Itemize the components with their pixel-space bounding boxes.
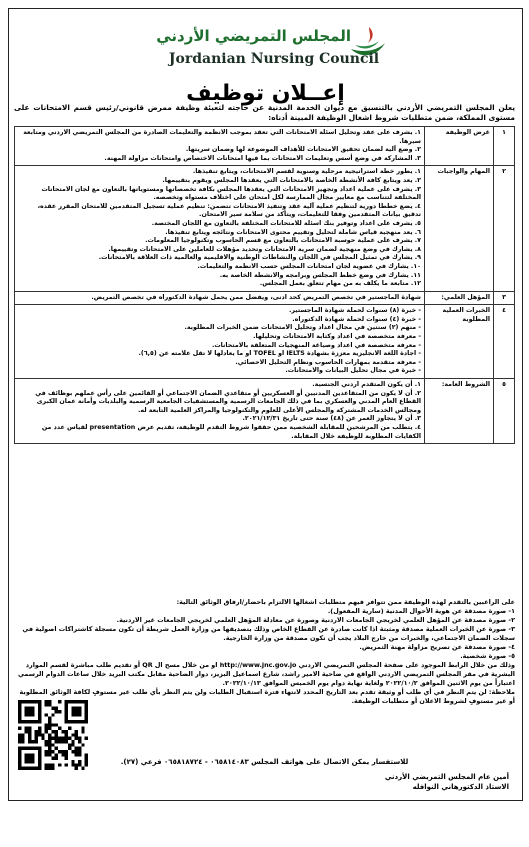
table-row bbox=[15, 127, 515, 166]
requirement-line: - خبرة في مجال تحليل البيانات والامتحانات. bbox=[285, 367, 421, 375]
requirement-line: - منهم (٢) سنتين في مجال اعداد وتحليل الامتحانات ضمن الخبرات المطلوبة. bbox=[184, 324, 421, 332]
requirement-line: ٦. يعد منهجية قياس شاملة لتحليل وتقييم محتوى الامتحانات ونتائجه ويتابع تنفيذها. bbox=[165, 228, 421, 236]
instruction-line: وذلك من خلال الرابط الموجود على صفحة المجلس التمريضي الاردني http://www.jnc.gov.jo او من خلال مسح ال QR أو تقديم طلب مباشرة لقسم الموارد البشرية في مقر المجلس التمريضي الاردني الواقع في ضاحية الامير راشد، شارع اسماعيل البزيز، دوار الضاحية مقابل مكتب البريد خلال ساعات الدوام الرسمي اعتباراً من يوم الاثنين الموافق ٢٠٢٢/١٠/٢ ولغاية نهاية دوام يوم الخميس الموافق ٢٠٢٢/١٠/١٣. bbox=[17, 661, 515, 687]
requirement-line: ٤. يضع خططا دورية لتنظيم عملية آلية عقد وتنفيذ الامتحانات تتضمن: تنظيم عملية تسجيل المتقدمين للامتحان المقرر عقده، تدقيق بيانات المتقدمين وفقا للتعليمات، ويتأكد من سلامة سير الامتحان. bbox=[37, 202, 421, 219]
instruction-line: ١- صورة مصدقة عن هوية الأحوال المدنية (سارية المفعول). bbox=[327, 607, 515, 615]
requirement-line: ٢. أن لا يكون من المتقاعدين المدنيين أو العسكريين أو متقاعدي الضمان الاجتماعي أو القائمين على رأس عملهم بوظائف في القطاع العام المدني والعسكري بما في ذلك الجامعات الرسمية والمستشفيات الجامعية الرسمية والبلديات وأمانة عمان الكبرى ومجالس الخدمات المشتركة والمجلس الأعلى للعلوم والتكنولوجيا والمراكز العلمية التابعة له. bbox=[35, 389, 421, 414]
row-number: ٥ bbox=[494, 379, 515, 444]
requirement-line: - معرفة متخصصة في اعداد وكتابة الامتحانات وتحليلها. bbox=[253, 333, 421, 341]
row-label: الخبرات العملية المطلوبة bbox=[425, 305, 494, 379]
instruction-line: ملاحظة: لن يتم النظر في أي طلب أو وثيقة تقدم بعد التاريخ المحدد لانتهاء فترة استقبال الطلبات ولن يتم النظر بأي طلب غير مستوفٍ لكافة الوثائق المطلوبة أو غير مستوفٍ لشروط الاعلان أو متطلبات الوظيفة. bbox=[19, 688, 515, 705]
page-title: إعــلان توظيف bbox=[186, 81, 345, 106]
requirement-line: ٣. المشاركة في وضع أسس وتعليمات الامتحانات بما فيها امتحانات الاختصاص وامتحانات مزاولة المهنة. bbox=[104, 154, 421, 162]
requirement-line: ٣. أن لا يتجاوز العمر عن (٤٨) سنة حتى تاريخ ٢٠٢١/١٢/٣١. bbox=[242, 415, 421, 423]
requirement-line: ٢. يعد ويتابع كافة الأنشطة الخاصة بالامتحانات التي يعقدها المجلس ويقوم بتقييمها. bbox=[162, 176, 421, 184]
signature-title: أمين عام المجلس التمريضي الأردني bbox=[384, 773, 509, 781]
row-content bbox=[15, 379, 425, 444]
row-label: غرض الوظيفة bbox=[425, 127, 494, 166]
instruction-line: ٤- صورة مصدقة عن تصريح مزاولة مهنة التمريض. bbox=[359, 643, 515, 651]
requirement-line: ١. يشرف على عقد وتحليل اسئلة الامتحانات التي تعقد بموجب الانظمة والتعليمات الصادرة من المجلس التمريضي الاردني ومتابعة سيرها. bbox=[23, 129, 421, 145]
row-content bbox=[15, 166, 425, 291]
requirement-line: ١١. يشارك في وضع خطط المجلس وبرامجه والانشطة الخاصة به. bbox=[219, 271, 421, 279]
application-instructions bbox=[14, 598, 515, 706]
requirement-line: شهادة الماجستير في تخصص التمريض كحد ادنى، ويفضل ممن يحمل شهادة الدكتوراه في تخصص التمريض. bbox=[91, 293, 421, 301]
row-content bbox=[15, 305, 425, 379]
requirement-line: ٤. يتطلب من المرشحين للمقابلة الشخصية ممن حققوا شروط التقدم للوظيفة، تقديم عرض presentation لقياس عدد من الكفايات المطلوبة للوظيفة خلال المقابلة. bbox=[41, 424, 421, 440]
row-label: المؤهل العلمي: bbox=[425, 291, 494, 305]
requirement-line: - خبرة (٤) سنوات لحملة شهادة الدكتوراه. bbox=[292, 315, 421, 323]
requirement-line: - خبرة (٨) سنوات لحملة شهادة الماجستير. bbox=[289, 307, 421, 315]
table-row bbox=[15, 291, 515, 305]
row-number: ٣ bbox=[494, 291, 515, 305]
row-label: المهام والواجبات bbox=[425, 166, 494, 291]
org-name-english: Jordanian Nursing Council bbox=[168, 51, 380, 67]
requirement-line: ١. أن يكون المتقدم اردني الجنسية. bbox=[312, 381, 421, 389]
org-name-arabic: المجلس التمريضي الأردني bbox=[156, 27, 351, 45]
requirement-line: ٩. يشارك في تمثيل المجلس في اللجان والنشاطات الوطنية والاقليمية والعالمية ذات العلاقة بالامتحانات. bbox=[98, 254, 421, 262]
instruction-line: ٥- صورة شخصية. bbox=[460, 652, 515, 660]
instruction-line: ٢- صورة مصدقة عن المؤهل العلمي لخريجي الجامعات الاردنية وصورة عن معادلة المؤهل العلمي لخريجي الجامعات غير الاردنية. bbox=[116, 616, 515, 624]
row-content bbox=[15, 127, 425, 166]
row-content bbox=[15, 291, 425, 305]
requirements-table bbox=[14, 126, 515, 444]
row-number: ٢ bbox=[494, 166, 515, 291]
intro-paragraph: يعلن المجلس التمريضي الأردني بالتنسيق مع ديوان الخدمة المدنية عن حاجته لتعبئة وظيفة ممرض قانوني/رئيس قسم الامتحانات على مستوى المملكة، ضمن متطلبات شروط اشغال الوظيفة المبينة أدناه: bbox=[14, 103, 515, 122]
requirement-line: ١٠. يشارك في عضوية لجان امتحانات المجلس حسب الانظمة والتعليمات. bbox=[197, 262, 421, 270]
requirement-line: ٨. يشارك في وضع منهجية لضمان سرية الامتحانات وتحديد مؤهلات للعاملين على الامتحانات وتقييمها. bbox=[108, 245, 421, 253]
row-number: ١ bbox=[494, 127, 515, 166]
requirement-line: ٥. يشرف على اعداد وتوفير بنك اسئلة للامتحانات المختلفة بالتعاون مع اللجان المختصة. bbox=[151, 219, 421, 227]
row-number: ٤ bbox=[494, 305, 515, 379]
phone-line: للاستفسار يمكن الاتصال على هواتف المجلس ٠٦٥٨١٤٠٨٣ - ٠٦٥٨١٨٧٢٤ فرعي (٢٧). bbox=[120, 758, 409, 766]
council-logo bbox=[149, 23, 399, 73]
table-row bbox=[15, 166, 515, 291]
requirement-line: ٧. يشرف على عملية حوسبة الامتحانات بالتعاون مع قسم الحاسوب وتكنولوجيا المعلومات. bbox=[145, 237, 421, 245]
requirement-line: ١. يطور خطة استراتيجية مرحلية وسنوية لقسم الامتحانات، ويتابع تنفيذها. bbox=[192, 168, 421, 176]
requirement-line: - معرفة متخصصة في اعداد وصياغة المنهجيات المتعلقة بالامتحانات. bbox=[211, 341, 421, 349]
signature-block bbox=[385, 772, 509, 792]
row-label: الشروط العامة: bbox=[425, 379, 494, 444]
table-row bbox=[15, 305, 515, 379]
requirement-line: ١٢. متابعة ما يكلف به من مهام تتعلق بعمل المجلس. bbox=[259, 280, 421, 288]
table-row bbox=[15, 379, 515, 444]
requirement-line: ٢. وضع آلية لضمان تحقيق الامتحانات للأهداف الموضوعة لها وضمان سريتها. bbox=[185, 146, 421, 154]
signature-name: الاستاذ الدكتورهاني النوافله bbox=[412, 783, 509, 791]
instruction-line: على الراغبين بالتقدم لهذه الوظيفة ممن تتوافر فيهم متطلبات اشغالها الالتزام باحضار/ارفاق الوثائق التالية: bbox=[176, 598, 515, 606]
instruction-line: ٣- صورة عن الخبرات العملية مصدقة ومثبتة اذا كانت صادرة عن القطاع الخاص وذلك بتصديقها من وزارة العمل شريطة أن تكون مسجلة كاشتراكات اصولية في سجلات الضمان الاجتماعي، والخبرات من خارج البلاد يجب أن تكون مصدقة من وزارة الخارجية. bbox=[22, 625, 515, 642]
requirement-line: - اجادة اللغة الانجليزية معززة بشهادة IELTS او TOFEL او ما يعادلها لا تقل علامته عن (٦,٥). bbox=[138, 350, 421, 358]
requirement-line: - معرفة متقدمة بمهارات الحاسوب ونظام التحليل الاحصائي. bbox=[235, 358, 421, 366]
requirement-line: ٣. يشرف على عملية اعداد وتجهيز الامتحانات التي يعقدها المجلس بكافة تخصصاتها ومستوياتها بالتعاون مع لجان الامتحانات المختلفة لتتناسب مع معايير مجال الممارسة لكل امتحان على اختلاف مستواه وتخصصه. bbox=[41, 185, 421, 202]
